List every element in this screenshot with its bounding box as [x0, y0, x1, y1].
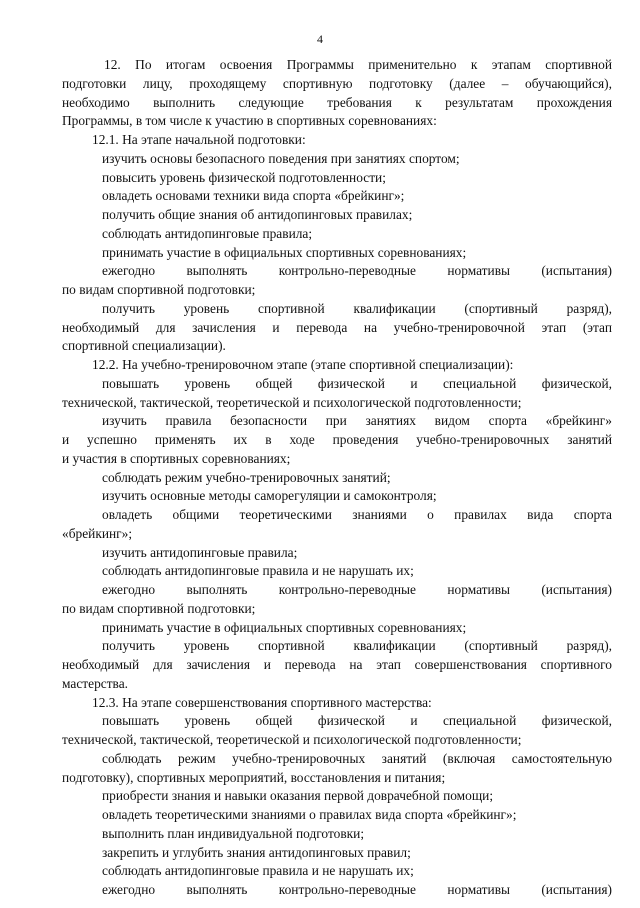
text-line: изучить основы безопасного поведения при занятиях спортом; — [102, 150, 460, 166]
text-line: мастерства. — [62, 675, 128, 691]
text-line: подготовку), спортивных мероприятий, восстановления и питания; — [62, 769, 446, 785]
text-line: и участия в спортивных соревнованиях; — [62, 450, 291, 466]
text-line: спортивной специализации). — [62, 338, 226, 354]
text-line: 12. По итогам освоения Программы применительно к этапам спортивной — [104, 57, 612, 72]
text-line: 12.2. На учебно-тренировочном этапе (этапе спортивной специализации): — [92, 357, 514, 372]
text-line: по видам спортивной подготовки; — [62, 600, 256, 616]
document-body — [62, 56, 612, 900]
text-line: овладеть теоретическими знаниями о правилах вида спорта «брейкинг»; — [102, 807, 517, 822]
text-line: 12.1. На этапе начальной подготовки: — [92, 132, 306, 147]
text-line: технической, тактической, теоретической и психологической подготовленности; — [62, 394, 522, 410]
text-line: соблюдать антидопинговые правила и не нарушать их; — [102, 863, 414, 879]
text-line: приобрести знания и навыки оказания первой доврачебной помощи; — [102, 788, 494, 804]
text-line: «брейкинг»; — [62, 525, 133, 541]
text-line: изучить антидопинговые правила; — [102, 544, 298, 560]
text-line: подготовки лицу, проходящему спортивную подготовку (далее – обучающийся), — [62, 75, 612, 91]
text-line: изучить правила безопасности при занятиях видом спорта «брейкинг» — [102, 413, 612, 429]
text-line: получить уровень спортивной квалификации (спортивный разряд), — [102, 300, 612, 316]
text-line: по видам спортивной подготовки; — [62, 282, 256, 297]
text-line: необходимо выполнить следующие требования к результатам прохождения — [62, 94, 612, 110]
text-line: ежегодно выполнять контрольно-переводные нормативы (испытания) — [102, 582, 612, 597]
text-line: повысить уровень физической подготовленности; — [102, 169, 386, 185]
text-line: овладеть общими теоретическими знаниями о правилах вида спорта — [102, 507, 612, 522]
text-line: технической, тактической, теоретической и психологической подготовленности; — [62, 732, 522, 747]
text-line: необходимый для зачисления и перевода на учебно-тренировочной этап (этап — [62, 319, 612, 335]
text-line: принимать участие в официальных спортивных соревнованиях; — [102, 244, 467, 260]
text-line: выполнить план индивидуальной подготовки; — [102, 825, 365, 841]
text-line: повышать уровень общей физической и специальной физической, — [102, 713, 612, 729]
text-line: ежегодно выполнять контрольно-переводные нормативы (испытания) — [102, 263, 612, 279]
text-line: закрепить и углубить знания антидопинговых правил; — [102, 844, 411, 860]
text-line: овладеть основами техники вида спорта «брейкинг»; — [102, 188, 405, 204]
text-line: и успешно применять их в ходе проведения учебно-тренировочных занятий — [62, 432, 612, 447]
text-line: 12.3. На этапе совершенствования спортивного мастерства: — [92, 694, 432, 710]
text-line: изучить основные методы саморегуляции и самоконтроля; — [102, 488, 437, 504]
text-line: получить общие знания об антидопинговых правилах; — [102, 207, 413, 222]
text-line: принимать участие в официальных спортивных соревнованиях; — [102, 619, 467, 635]
text-line: соблюдать антидопинговые правила; — [102, 225, 313, 241]
text-line: получить уровень спортивной квалификации (спортивный разряд), — [102, 638, 612, 654]
text-line: необходимый для зачисления и перевода на этап совершенствования спортивного — [62, 657, 612, 672]
text-line: Программы, в том числе к участию в спортивных соревнованиях: — [62, 113, 437, 129]
text-line: соблюдать режим учебно-тренировочных занятий (включая самостоятельную — [102, 750, 612, 766]
text-line: повышать уровень общей физической и специальной физической, — [102, 375, 612, 391]
text-line: ежегодно выполнять контрольно-переводные нормативы (испытания) — [102, 882, 612, 897]
text-line: соблюдать антидопинговые правила и не нарушать их; — [102, 563, 414, 579]
page-number: 4 — [317, 32, 323, 46]
text-line: соблюдать режим учебно-тренировочных занятий; — [102, 469, 391, 485]
